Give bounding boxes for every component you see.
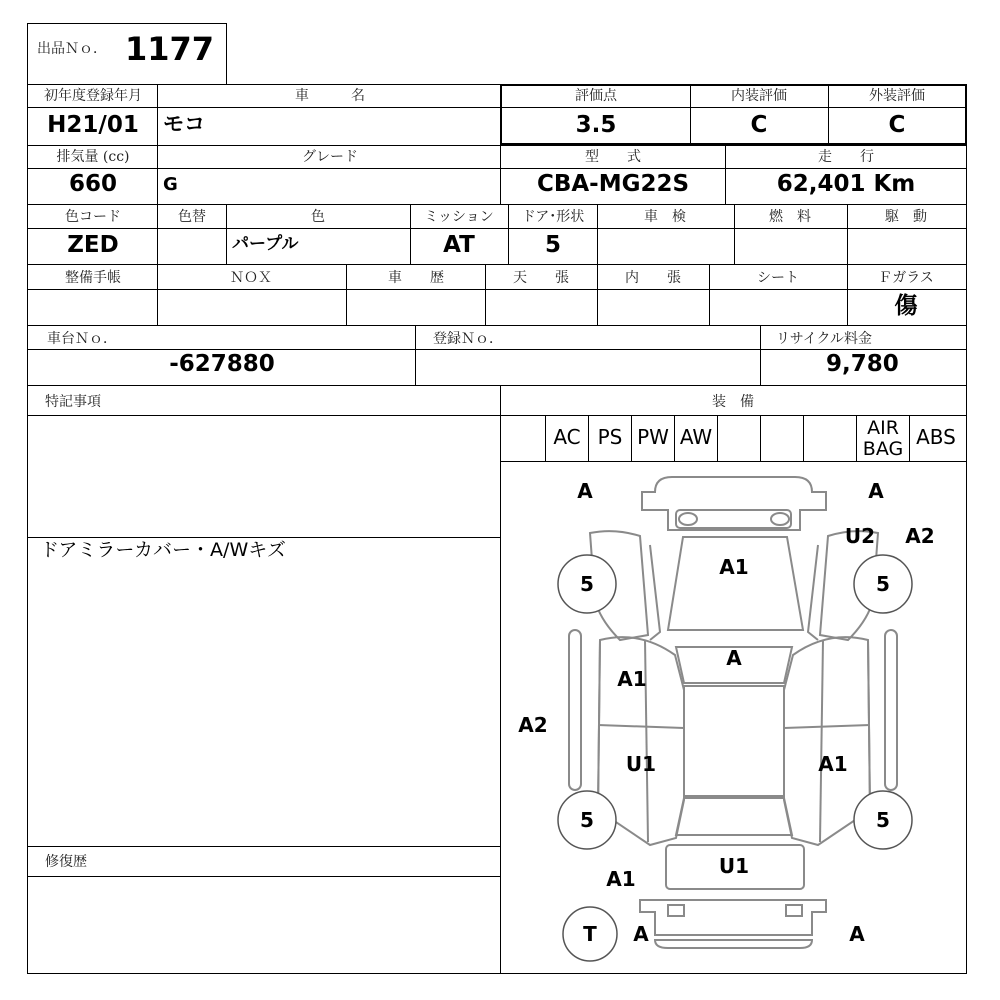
recycle-value: 9,780 [826, 351, 899, 377]
grade-value: G [163, 174, 178, 195]
recycle-label: リサイクル料金 [776, 331, 873, 347]
interior-eval-label: 内装評価 [731, 88, 787, 104]
mark-tailgate: U1 [718, 854, 750, 878]
roof-label: 天 張 [513, 270, 569, 286]
mark-rear-bumper-right: A [849, 922, 865, 946]
chassis-label: 車台Ｎｏ． [47, 331, 117, 347]
lot-number: 1177 [125, 30, 215, 68]
mark-right-fender-a2: A2 [905, 524, 935, 548]
lot-label: 出品Ｎｏ． [37, 41, 107, 57]
mileage-value: 62,401 Km [776, 171, 916, 197]
repair-history-label: 修復歴 [45, 854, 87, 870]
equip-ps: PS [597, 425, 623, 449]
first-reg-value: H21/01 [47, 112, 139, 138]
mark-right-fender-u2: U2 [844, 524, 876, 548]
fuel-label: 燃 料 [769, 209, 811, 225]
door-value: 5 [544, 232, 562, 258]
interior-eval-value: C [750, 112, 768, 138]
equip-airbag: AIR BAG [862, 417, 904, 460]
mark-tire-fl: 5 [580, 572, 594, 596]
color-change-label: 色替 [178, 209, 206, 225]
door-label: ドア･形状 [521, 209, 585, 225]
mark-left-side: A2 [518, 713, 548, 737]
mark-front-left: A [577, 479, 593, 503]
mark-rear-left: A1 [606, 867, 636, 891]
fglass-value: 傷 [894, 292, 918, 319]
mission-label: ミッション [424, 209, 494, 225]
special-notes-text: ドアミラーカバー・A/Wキズ [40, 539, 286, 561]
mark-tire-fr: 5 [876, 572, 890, 596]
color-code-label: 色コード [65, 209, 121, 225]
model-value: CBA-MG22S [536, 171, 690, 197]
mark-rear-bumper-left: A [633, 922, 649, 946]
mark-hood: A1 [719, 555, 749, 579]
color-code-value: ZED [67, 232, 119, 258]
fglass-label: Ｆガラス [878, 270, 934, 286]
special-notes-label: 特記事項 [45, 394, 101, 410]
score-label: 評価点 [575, 88, 617, 104]
nox-label: ＮＯＸ [230, 270, 272, 286]
mark-front-right: A [868, 479, 884, 503]
equip-aw: AW [679, 425, 713, 449]
mark-spare: T [583, 922, 597, 946]
registration-label: 登録Ｎｏ． [433, 331, 503, 347]
displacement-value: 660 [68, 171, 118, 197]
chassis-value: -627880 [169, 351, 275, 377]
mark-tire-rr: 5 [876, 808, 890, 832]
service-label: 整備手帳 [65, 270, 121, 286]
interior-trim-label: 内 張 [625, 270, 681, 286]
mark-tire-rl: 5 [580, 808, 594, 832]
seat-label: シート [757, 270, 799, 286]
drive-label: 駆 動 [885, 209, 927, 225]
mark-right-door: A1 [818, 752, 848, 776]
equip-pw: PW [637, 425, 669, 449]
history-label: 車 歴 [388, 270, 444, 286]
mark-left-rear-door: U1 [625, 752, 657, 776]
score-value: 3.5 [575, 112, 617, 138]
color-value: パープル [232, 234, 299, 254]
grade-label: グレード [302, 149, 358, 165]
equip-ac: AC [553, 425, 581, 449]
exterior-eval-label: 外装評価 [869, 88, 925, 104]
color-label: 色 [311, 209, 325, 225]
displacement-label: 排気量 (cc) [56, 149, 130, 165]
name-label: 車 名 [295, 88, 365, 104]
equipment-label: 装 備 [712, 394, 754, 410]
inspection-label: 車 検 [644, 209, 686, 225]
mission-value: AT [443, 232, 475, 258]
name-value: モコ [163, 112, 205, 136]
model-label: 型 式 [585, 149, 641, 165]
first-reg-label: 初年度登録年月 [44, 88, 142, 104]
mileage-label: 走 行 [818, 149, 874, 165]
mark-left-front-door: A1 [617, 667, 647, 691]
equip-abs: ABS [916, 425, 956, 449]
mark-windshield: A [726, 646, 742, 670]
exterior-eval-value: C [888, 112, 906, 138]
